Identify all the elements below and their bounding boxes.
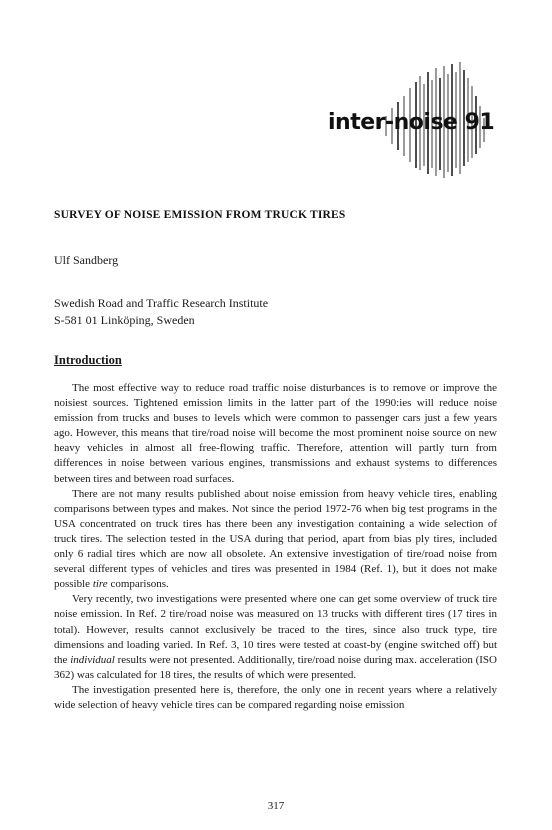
author-affiliation <box>54 295 268 329</box>
emphasis: tire <box>92 578 108 591</box>
affiliation-address: S-581 01 Linköping, Sweden <box>54 313 195 327</box>
body-text <box>54 381 497 713</box>
paragraph-1: The most effective way to reduce road traffic noise disturbances is to remove or improve the noisiest sources. Tightened emission limits in the latter part of the 1990:ies will reduce noise emission from trucks and buses to levels which were common to passenger cars just a few years ago. However, this means that tire/road noise will become the most prominent noise source on new heavy vehicles in almost all free-flowing traffic. Therefore, attention will partly turn from differences in noise between various engines, transmissions and exhaust systems to differences between tires and between road surfaces. <box>54 382 497 485</box>
logo-text: inter-noise 91 <box>328 110 495 135</box>
paragraph-2 <box>54 487 497 593</box>
emphasis: individual <box>70 653 115 666</box>
paragraph-2-text: There are not many results published about noise emission from heavy vehicle tires, enabling comparisons between types and makes. Not since the period 1972-76 when big test programs in the USA concentrated on truck tires has there been any investigation containing a wide selection of truck tires. The selection tested in the USA during that period, apart from bias ply tires, included only 6 radial tires which are now all obsolete. An extensive investigation of tire/road noise from several different types of vehicles and tires was presented in 1984 (Ref. 1), but it does not make possible tire comparisons. <box>54 487 497 591</box>
paragraph-3 <box>54 592 497 683</box>
author-name: Ulf Sandberg <box>54 253 119 267</box>
page-number: 317 <box>267 800 285 812</box>
conference-logo <box>320 58 495 186</box>
affiliation-institute: Swedish Road and Traffic Research Institute <box>54 296 269 310</box>
paragraph-4: The investigation presented here is, therefore, the only one in recent years where a relatively wide selection of heavy vehicle tires can be compared regarding noise emission <box>54 683 497 711</box>
paragraph-3-text: Very recently, two investigations were presented where one can get some overview of truck tire noise emission. In Ref. 2 tire/road noise was measured on 13 trucks with different tires (17 tires in total). However, results cannot exclusively be traced to the tires, since also truck type, tire dimensions and loading varied. In Ref. 3, 10 tires were tested at coast-by (engine switched off) but the individual results were not presented. Additionally, tire/road noise during max. acceleration (ISO 362) was calculated for 18 tires, the results of which were presented. <box>54 593 497 681</box>
section-heading: Introduction <box>54 353 122 367</box>
paper-title: SURVEY OF NOISE EMISSION FROM TRUCK TIRES <box>54 209 346 221</box>
